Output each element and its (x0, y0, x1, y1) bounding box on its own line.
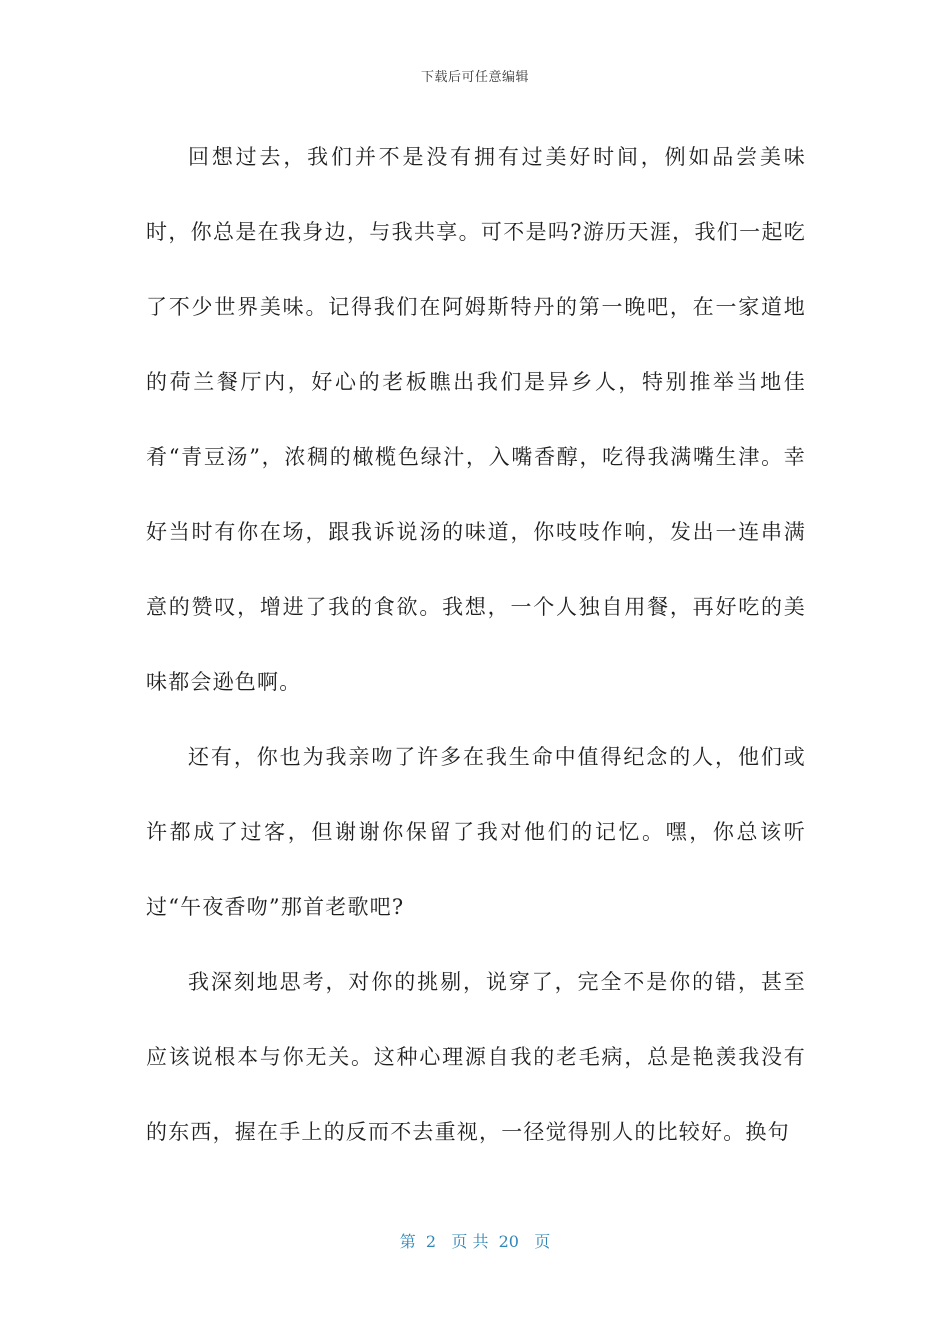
document-body (146, 120, 806, 1170)
paragraph: 回想过去，我们并不是没有拥有过美好时间，例如品尝美味时，你总是在我身边，与我共享。可不是吗?游历天涯，我们一起吃了不少世界美味。记得我们在阿姆斯特丹的第一晚吧，在一家道地的荷兰餐厅内，好心的老板瞧出我们是异乡人，特别推举当地佳肴“青豆汤”，浓稠的橄榄色绿汁，入嘴香醇，吃得我满嘴生津。幸好当时有你在场，跟我诉说汤的味道，你吱吱作响，发出一连串满意的赞叹，增进了我的食欲。我想，一个人独自用餐，再好吃的美味都会逊色啊。 (146, 145, 806, 694)
page-footer: 第 2 页 共 20 页 (399, 1232, 551, 1251)
paragraph: 我深刻地思考，对你的挑剔，说穿了，完全不是你的错，甚至应该说根本与你无关。这种心理源自我的老毛病，总是艳羡我没有的东西，握在手上的反而不去重视，一径觉得别人的比较好。换句 (146, 970, 806, 1144)
paragraph: 还有，你也为我亲吻了许多在我生命中值得纪念的人，他们或许都成了过客，但谢谢你保留了我对他们的记忆。嘿，你总该听过“午夜香吻”那首老歌吧? (146, 745, 806, 919)
page-header: 下载后可任意编辑 (420, 70, 529, 85)
